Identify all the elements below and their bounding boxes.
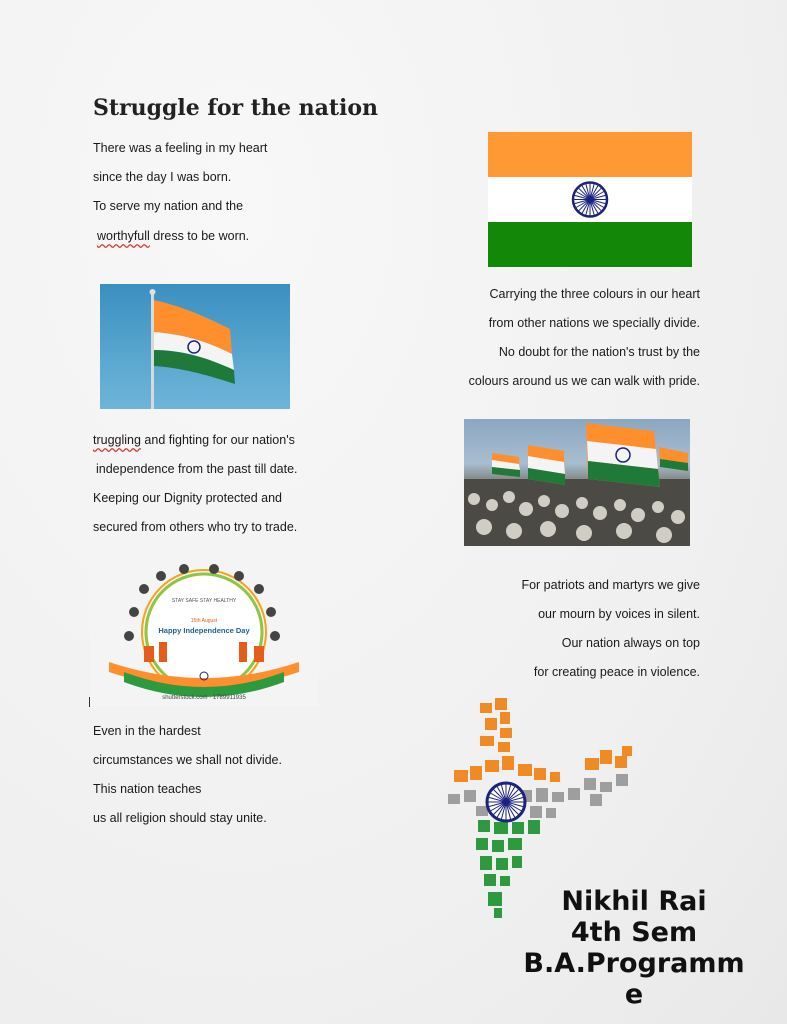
poster-watermark: shutterstock.com · 1789911935: [162, 695, 246, 701]
poem-line: To serve my nation and the: [93, 199, 244, 213]
poem-line: for creating peace in violence.: [533, 665, 700, 679]
poem-line: There was a feeling in my heart: [93, 141, 268, 155]
poem-line: This nation teaches: [93, 782, 202, 796]
poem-line: independence from the past till date.: [96, 462, 298, 476]
poem-line: For patriots and martyrs we give: [521, 578, 700, 592]
author-semester: 4th Sem: [570, 917, 698, 948]
poem-line: from other nations we specially divide.: [488, 316, 700, 330]
text-cursor: [89, 697, 90, 707]
poster-small-text: STAY SAFE STAY HEALTHY: [171, 598, 237, 604]
poster-headline: Happy Independence Day: [158, 626, 250, 635]
poster-date: 15th August: [190, 618, 218, 624]
poem-line: Keeping our Dignity protected and: [93, 491, 283, 505]
poem-line: worthyfull dress to be worn.: [97, 229, 250, 243]
poem-line: Carrying the three colours in our heart: [489, 287, 700, 301]
poem-line: circumstances we shall not divide.: [93, 753, 282, 767]
author-programme-cont: e: [624, 979, 644, 1010]
poem-line: us all religion should stay unite.: [93, 811, 267, 825]
independence-day-poster: [89, 554, 319, 706]
flag-pole-photo: [100, 284, 290, 409]
author-programme: B.A.Programm: [523, 948, 745, 979]
indian-flag-image: [488, 132, 692, 267]
poem-line: No doubt for the nation's trust by the: [498, 345, 700, 359]
poem-line: truggling and fighting for our nation's: [93, 433, 295, 447]
author-name: Nikhil Rai: [561, 886, 707, 917]
poem-title: Struggle for the nation: [93, 95, 379, 121]
poem-line: Even in the hardest: [93, 724, 201, 738]
poem-line: secured from others who try to trade.: [93, 520, 298, 534]
poem-line: our mourn by voices in silent.: [538, 607, 700, 621]
spellcheck-word: worthyfull: [97, 229, 150, 243]
crowd-with-flags-photo: [464, 419, 690, 546]
author-block: [508, 886, 760, 1010]
poem-line: since the day I was born.: [93, 170, 232, 184]
poem-line: Our nation always on top: [561, 636, 700, 650]
poem-line: colours around us we can walk with pride.: [468, 374, 700, 388]
